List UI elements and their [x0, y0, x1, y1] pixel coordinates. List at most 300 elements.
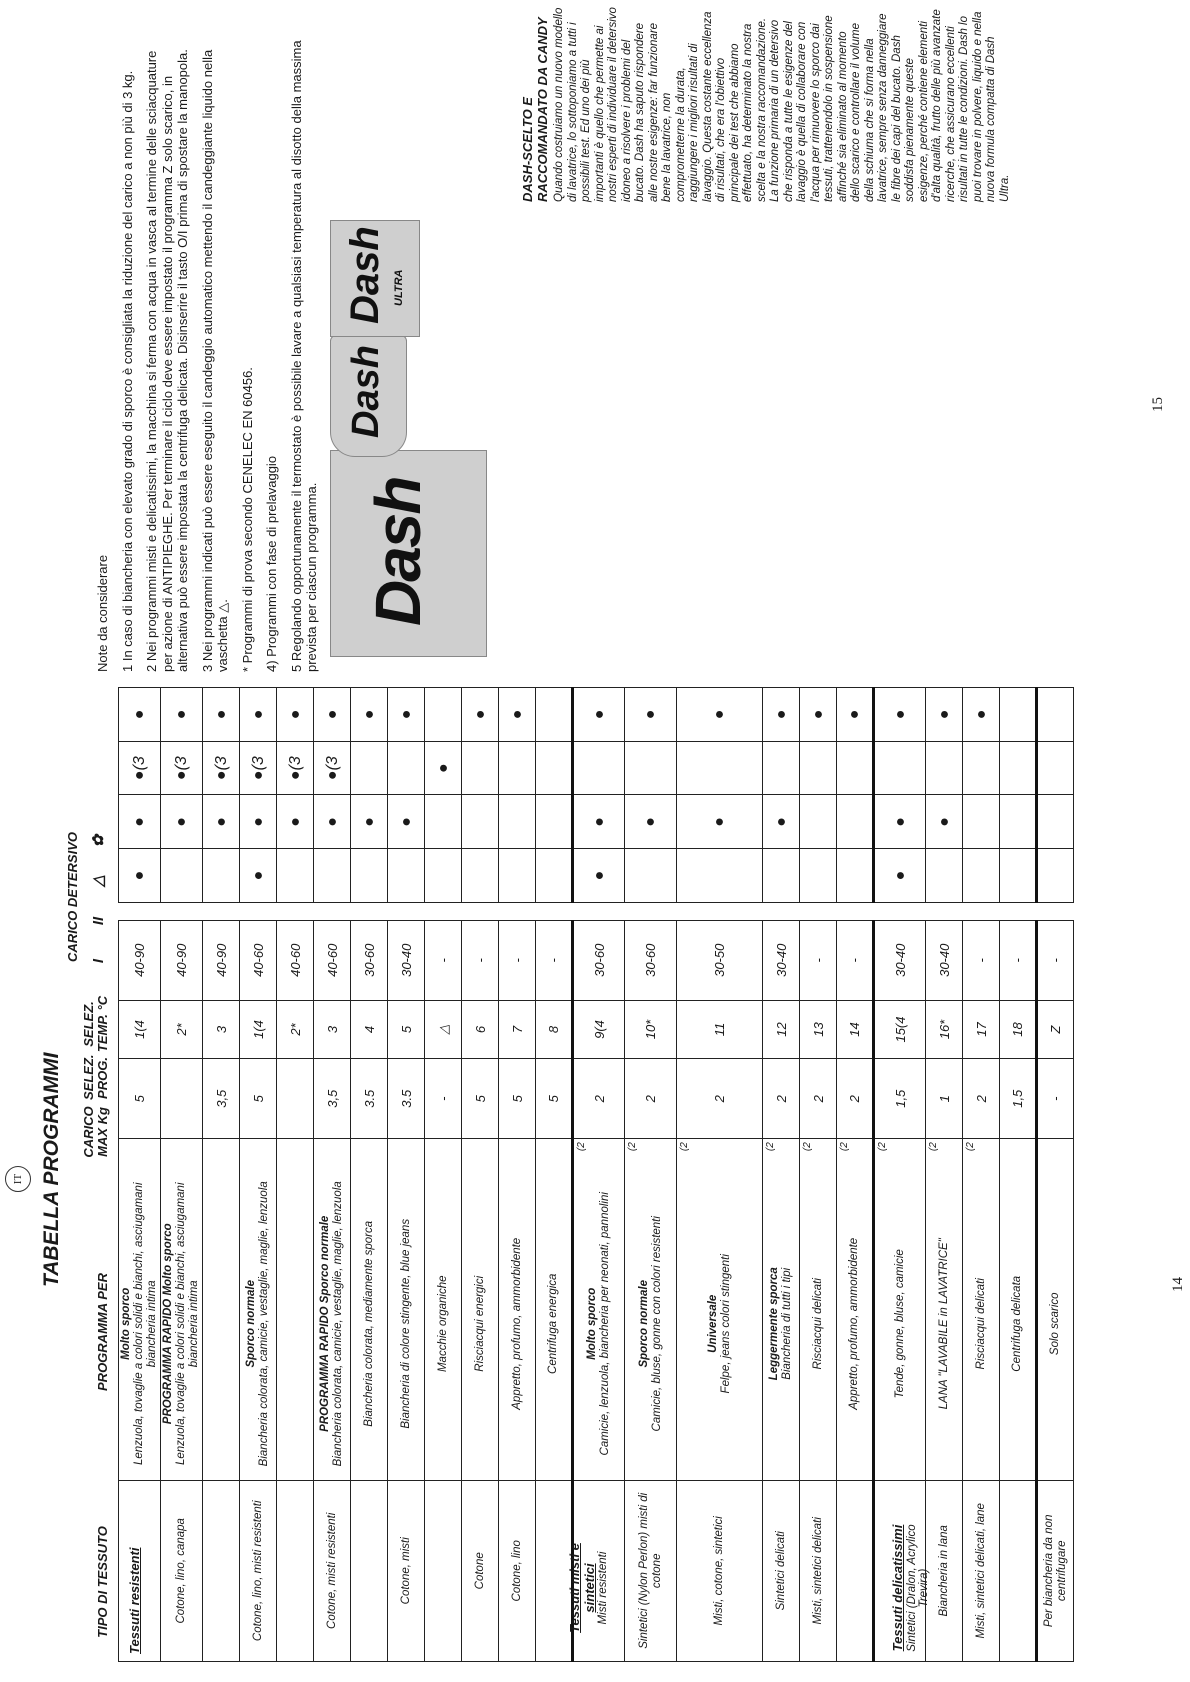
- cell-detergent: [203, 849, 240, 903]
- cell-footnote: [203, 1139, 240, 1168]
- cell-detergent: ●: [625, 795, 677, 849]
- cell-tipo: Cotone, lino, canapa: [161, 1480, 203, 1661]
- cell-detergent: ●: [277, 688, 314, 742]
- cell-detergent: ●: [240, 688, 277, 742]
- cell-detergent: [351, 849, 388, 903]
- cell-prog: 5: [388, 1000, 425, 1058]
- cell-prog: 3: [203, 1000, 240, 1058]
- programme-name: PROGRAMMA RAPIDO Sporco normale: [319, 1215, 331, 1432]
- note-3b: * Programmi di prova secondo CENELEC EN 60456.: [239, 367, 255, 672]
- cell-detergent: ●: [119, 688, 161, 742]
- cell-temp: 40-60: [277, 920, 314, 1000]
- page-number-right: 15: [1150, 397, 1166, 412]
- col-header-prog: SELEZ. PROG.: [81, 1054, 110, 1100]
- cell-carico: 5: [499, 1059, 536, 1139]
- table-row: [277, 688, 314, 1662]
- programme-description: Biancheria colorata, mediamente sporca: [362, 1220, 375, 1427]
- programme-description: Lenzuola, tovaglie a colori solidi e bianchi, asciugamani biancheria intima: [175, 1182, 200, 1466]
- cell-programma: [837, 1168, 874, 1480]
- table-row: [573, 688, 625, 1662]
- cell-carico: 2: [963, 1059, 1000, 1139]
- cell-carico: [161, 1059, 203, 1139]
- table-row: [240, 688, 277, 1662]
- cell-footnote: [240, 1139, 277, 1168]
- table-row: [499, 688, 536, 1662]
- cell-tipo: [425, 1480, 462, 1661]
- cell-footnote: (2: [926, 1139, 963, 1168]
- dash-liquid-bottle-image: [330, 335, 407, 457]
- cell-carico: 2: [677, 1059, 763, 1139]
- cell-prog: 14: [837, 1000, 874, 1058]
- cell-detergent: ●: [351, 688, 388, 742]
- cell-prog: 9(4: [573, 1000, 625, 1058]
- det-col-softener: ✿: [90, 834, 107, 848]
- cell-carico: 2: [837, 1059, 874, 1139]
- cell-detergent: [800, 741, 837, 795]
- programme-name: Sporco normale: [245, 1279, 257, 1368]
- dash-powder-box-image: [330, 450, 487, 657]
- dash-logo: Dash: [362, 477, 434, 626]
- cell-detergent: [573, 741, 625, 795]
- cell-temp: -: [1037, 920, 1074, 1000]
- cell-detergent: [926, 741, 963, 795]
- cell-gap: [1000, 902, 1037, 920]
- cell-programma: [536, 1168, 573, 1480]
- cell-temp: 30-40: [926, 920, 963, 1000]
- cell-detergent: [1037, 795, 1074, 849]
- cell-footnote: [1000, 1139, 1037, 1168]
- cell-detergent: ●(3: [161, 741, 203, 795]
- cell-footnote: (2: [800, 1139, 837, 1168]
- cell-footnote: (2: [677, 1139, 763, 1168]
- programme-description: Felpe, jeans colori stingenti: [719, 1254, 732, 1394]
- cell-footnote: (2: [837, 1139, 874, 1168]
- table-row: [314, 688, 351, 1662]
- cell-temp: -: [800, 920, 837, 1000]
- cell-temp: -: [837, 920, 874, 1000]
- cell-programma: [425, 1168, 462, 1480]
- cell-programma: [388, 1168, 425, 1480]
- page-number-left: 14: [1170, 1277, 1186, 1292]
- note-2: 2 Nei programmi misti e delicatissimi, la macchina si ferma con acqua in vasca al termine delle sciacquature per azione di ANTIPIEGHE. Per terminare il ciclo deve essere impostato il programma Z solo scarico, in alternativa può essere impostata la centrifuga delicata. Disinserire il tasto O/I prima di spostare la manopola.: [144, 49, 190, 672]
- cell-detergent: ●: [573, 849, 625, 903]
- cell-carico: 2: [763, 1059, 800, 1139]
- cell-detergent: [625, 849, 677, 903]
- programme-description: Biancheria di colore stingente, blue jeans: [399, 1218, 412, 1429]
- cell-programma: [240, 1168, 277, 1480]
- cell-footnote: (2: [625, 1139, 677, 1168]
- cell-detergent: ●: [926, 688, 963, 742]
- table-row: [800, 688, 837, 1662]
- cell-temp: 30-40: [763, 920, 800, 1000]
- cell-detergent: [763, 849, 800, 903]
- table-row: [462, 688, 499, 1662]
- programme-description: Camicie, bluse, gonne con colori resistenti: [650, 1216, 663, 1432]
- cell-prog: 1(4: [240, 1000, 277, 1058]
- table-row: [203, 688, 240, 1662]
- col-header-programma: PROGRAMMA PER: [95, 1273, 110, 1391]
- table-row: [351, 688, 388, 1662]
- group-sub-delicatissimi: Sintetici (Dralon, Acrylico Trevira): [906, 1524, 930, 1652]
- cell-prog: 4: [351, 1000, 388, 1058]
- cell-detergent: [837, 795, 874, 849]
- cell-temp: -: [425, 920, 462, 1000]
- cell-detergent: [425, 849, 462, 903]
- cell-tipo: [1000, 1480, 1037, 1661]
- table-row: [1037, 688, 1074, 1662]
- col-header-tipo: TIPO DI TESSUTO: [95, 1526, 110, 1638]
- cell-prog: 2*: [277, 1000, 314, 1058]
- programme-description: Biancheria colorata, camicie, vestaglie, maglie, lenzuola: [332, 1181, 344, 1467]
- cell-prog: 18: [1000, 1000, 1037, 1058]
- table-row: [677, 688, 763, 1662]
- cell-programma: [1000, 1168, 1037, 1480]
- programme-description: Risciacqui delicati: [811, 1278, 824, 1370]
- cell-programma: [462, 1168, 499, 1480]
- notes-section: [95, 32, 329, 672]
- cell-detergent: ●(3: [203, 741, 240, 795]
- cell-detergent: ●: [203, 688, 240, 742]
- dash-section: [520, 7, 1012, 202]
- programme-name: Molto sporco: [120, 1287, 132, 1360]
- table-row: [763, 688, 800, 1662]
- cell-tipo: Cotone, lino: [499, 1480, 536, 1661]
- cell-carico: 5: [119, 1059, 161, 1139]
- dash-body: Quando costruiamo un nuovo modello di lavatrice, lo sottoponiamo a tutti i possibili test. Ed uno dei più importanti è quello che permette ai nostri esperti di individuare il detersivo idoneo a risolvere i problemi del bucato. Dash ha saputo rispondere alle nostre esigenze: far funzionare bene la lavatrice, non comprometterne la durata, raggiungere i migliori risultati di lavaggio. Questa costante eccellenza di risultati, che era l'obiettivo principale dei test che abbiamo effettuato, ha determinato la nostra scelta e la nostra raccomandazione. La funzione primaria di un detersivo che risponda a tutte le esigenze del lavaggio è quella di collaborare con l'acqua per rimuovere lo sporco dai tessuti, trattenendolo in sospensione affinché sia eliminato al momento dello scarico e controllare il volume della schiuma che si forma nella lavatrice, sempre senza danneggiare le fibre dei capi del bucato. Dash soddisfa pienamente queste esigenze, perché contiene elementi d'alta qualità, frutto delle più avanzate ricerche, che assicurano eccellenti risultati in tutte le condizioni. Dash lo puoi trovare in polvere, liquido e nella nuova formula compatta di Dash Ultra.: [553, 7, 1011, 202]
- cell-detergent: ●: [119, 849, 161, 903]
- table-row: [536, 688, 573, 1662]
- cell-gap: [677, 902, 763, 920]
- cell-footnote: (2: [763, 1139, 800, 1168]
- note-4: 4) Programmi con fase di prelavaggio: [264, 455, 279, 672]
- cell-detergent: [536, 741, 573, 795]
- cell-detergent: [800, 795, 837, 849]
- group-label-misti: Tessuti misti e sintetici: [567, 1543, 597, 1633]
- cell-detergent: ●: [161, 795, 203, 849]
- cell-gap: [351, 902, 388, 920]
- cell-temp: 30-60: [625, 920, 677, 1000]
- cell-carico: 5: [462, 1059, 499, 1139]
- cell-tipo: Cotone: [462, 1480, 499, 1661]
- cell-prog: 7: [499, 1000, 536, 1058]
- cell-detergent: ●: [240, 795, 277, 849]
- cell-footnote: [314, 1139, 351, 1168]
- cell-programma: [763, 1168, 800, 1480]
- cell-detergent: [499, 795, 536, 849]
- cell-gap: [536, 902, 573, 920]
- dash-ultra-box-image: [330, 220, 420, 337]
- cell-detergent: [625, 741, 677, 795]
- cell-detergent: [499, 849, 536, 903]
- cell-gap: [203, 902, 240, 920]
- cell-temp: 40-60: [314, 920, 351, 1000]
- cell-footnote: [499, 1139, 536, 1168]
- cell-carico: 1,5: [1000, 1059, 1037, 1139]
- cell-carico: 1: [926, 1059, 963, 1139]
- cell-gap: [425, 902, 462, 920]
- cell-detergent: [677, 741, 763, 795]
- cell-carico: 5: [240, 1059, 277, 1139]
- cell-detergent: ●: [763, 795, 800, 849]
- programme-description: Lenzuola, tovaglie a colori solidi e bianchi, asciugamani biancheria intima: [133, 1182, 158, 1466]
- cell-detergent: ●: [677, 795, 763, 849]
- cell-detergent: ●(3: [240, 741, 277, 795]
- det-col-II: II: [90, 916, 107, 926]
- cell-prog: 3: [314, 1000, 351, 1058]
- cell-programma: [926, 1168, 963, 1480]
- table-row: [161, 688, 203, 1662]
- table-row: [1000, 688, 1037, 1662]
- cell-detergent: ●: [425, 741, 462, 795]
- programme-description: Biancheria di tutti i tipi: [781, 1267, 793, 1380]
- cell-detergent: ●: [314, 795, 351, 849]
- table-row: [425, 688, 462, 1662]
- cell-gap: [240, 902, 277, 920]
- cell-temp: 30-60: [573, 920, 625, 1000]
- cell-detergent: [351, 741, 388, 795]
- cell-detergent: [763, 741, 800, 795]
- table-row: [837, 688, 874, 1662]
- cell-detergent: [425, 795, 462, 849]
- cell-prog: 10*: [625, 1000, 677, 1058]
- cell-carico: -: [425, 1059, 462, 1139]
- cell-detergent: ●: [573, 688, 625, 742]
- cell-temp: 30-40: [874, 920, 926, 1000]
- cell-temp: 40-90: [203, 920, 240, 1000]
- programme-description: Camicie, lenzuola, biancheria per neonati, pannolini: [599, 1192, 611, 1456]
- cell-gap: [277, 902, 314, 920]
- notes-title: Note da considerare: [95, 554, 110, 672]
- programme-description: Appretto, profumo, ammorbidente: [510, 1237, 523, 1410]
- cell-gap: [161, 902, 203, 920]
- dash-logo-liquid: Dash: [345, 345, 387, 438]
- cell-tipo: Misti, sintetici delicati: [800, 1480, 837, 1661]
- cell-detergent: ●: [763, 688, 800, 742]
- group-sub-misti: Misti resistenti: [597, 1551, 609, 1625]
- cell-detergent: ●: [874, 795, 926, 849]
- cell-detergent: [388, 741, 425, 795]
- cell-programma: [119, 1168, 161, 1480]
- cell-temp: -: [1000, 920, 1037, 1000]
- cell-detergent: [1037, 849, 1074, 903]
- cell-temp: 30-50: [677, 920, 763, 1000]
- det-col-I: I: [90, 958, 107, 964]
- cell-detergent: [388, 849, 425, 903]
- cell-prog: 1(4: [119, 1000, 161, 1058]
- cell-prog: 12: [763, 1000, 800, 1058]
- cell-detergent: ●(3: [119, 741, 161, 795]
- programme-name: PROGRAMMA RAPIDO Molto sporco: [162, 1223, 174, 1425]
- cell-detergent: ●: [573, 795, 625, 849]
- cell-tipo: [837, 1480, 874, 1661]
- programme-description: Biancheria colorata, camicie, vestaglie, maglie, lenzuola: [258, 1181, 270, 1467]
- language-badge: IT: [5, 1166, 31, 1192]
- cell-tipo: Cotone, misti resistenti: [314, 1480, 351, 1661]
- programme-description: Risciacqui delicati: [974, 1278, 987, 1370]
- cell-detergent: ●: [926, 795, 963, 849]
- cell-programma: [1037, 1168, 1074, 1480]
- note-5: 5 Regolando opportunamente il termostato è possibile lavare a qualsiasi temperatura al disotto della massima prevista per ciascun programma.: [288, 40, 319, 672]
- cell-gap: [119, 902, 161, 920]
- programme-description: LANA "LAVABILE in LAVATRICE": [937, 1238, 950, 1410]
- cell-detergent: ●: [677, 688, 763, 742]
- cell-footnote: [425, 1139, 462, 1168]
- dash-logo-ultra: Dash: [343, 226, 387, 324]
- cell-detergent: ●(3: [314, 741, 351, 795]
- cell-gap: [573, 902, 625, 920]
- programme-name: Sporco normale: [637, 1279, 650, 1368]
- cell-detergent: ●: [874, 849, 926, 903]
- cell-detergent: [314, 849, 351, 903]
- cell-detergent: [1000, 795, 1037, 849]
- cell-prog: 15(4: [874, 1000, 926, 1058]
- programme-description: Centrifuga delicata: [1011, 1275, 1023, 1372]
- cell-footnote: (2: [573, 1139, 625, 1168]
- cell-carico: 3,5: [314, 1059, 351, 1139]
- cell-detergent: [425, 688, 462, 742]
- cell-detergent: [1037, 741, 1074, 795]
- cell-prog: 11: [677, 1000, 763, 1058]
- cell-carico: 2: [800, 1059, 837, 1139]
- page-title: TABELLA PROGRAMMI: [40, 1052, 63, 1287]
- col-header-carico: CARICO MAX Kg: [81, 1106, 110, 1158]
- table-row: [874, 688, 926, 1662]
- cell-gap: [462, 902, 499, 920]
- cell-tipo: Cotone, misti: [388, 1480, 425, 1661]
- cell-gap: [314, 902, 351, 920]
- cell-gap: [926, 902, 963, 920]
- cell-detergent: ●: [499, 688, 536, 742]
- cell-programma: [677, 1168, 763, 1480]
- cell-detergent: [963, 741, 1000, 795]
- cell-footnote: [536, 1139, 573, 1168]
- cell-temp: -: [963, 920, 1000, 1000]
- col-header-temp: SELEZ. TEMP. °C: [81, 995, 110, 1053]
- table-row: [625, 688, 677, 1662]
- cell-detergent: ●: [625, 688, 677, 742]
- cell-detergent: ●: [800, 688, 837, 742]
- cell-temp: -: [462, 920, 499, 1000]
- cell-detergent: [462, 795, 499, 849]
- cell-detergent: [677, 849, 763, 903]
- cell-detergent: ●: [161, 688, 203, 742]
- cell-detergent: ●: [314, 688, 351, 742]
- cell-tipo: [203, 1480, 240, 1661]
- cell-tipo: Cotone, lino, misti resistenti: [240, 1480, 277, 1661]
- cell-programma: [499, 1168, 536, 1480]
- cell-detergent: [1000, 741, 1037, 795]
- programme-description: Tende, gonne, bluse, camicie: [893, 1249, 906, 1399]
- dash-ultra-label: ULTRA: [393, 269, 405, 306]
- cell-prog: Z: [1037, 1000, 1074, 1058]
- cell-programma: [203, 1168, 240, 1480]
- cell-prog: 16*: [926, 1000, 963, 1058]
- cell-detergent: ●: [351, 795, 388, 849]
- cell-gap: [388, 902, 425, 920]
- cell-detergent: [536, 795, 573, 849]
- cell-footnote: [277, 1139, 314, 1168]
- cell-detergent: [499, 741, 536, 795]
- programme-table: [118, 687, 1074, 1662]
- cell-gap: [837, 902, 874, 920]
- cell-detergent: ●: [203, 795, 240, 849]
- cell-programma: [874, 1168, 926, 1480]
- cell-tipo: Misti, sintetici delicati, lane: [963, 1480, 1000, 1661]
- cell-detergent: [874, 741, 926, 795]
- cell-temp: 30-40: [388, 920, 425, 1000]
- cell-tipo: Sintetici (Nylon Perlon) misti di cotone: [625, 1480, 677, 1661]
- cell-footnote: [462, 1139, 499, 1168]
- cell-programma: [573, 1168, 625, 1480]
- cell-tipo: Biancheria in lana: [926, 1480, 963, 1661]
- cell-gap: [1037, 902, 1074, 920]
- cell-detergent: [277, 849, 314, 903]
- cell-detergent: [837, 849, 874, 903]
- cell-programma: [351, 1168, 388, 1480]
- col-header-detersivo: CARICO DETERSIVO: [65, 832, 80, 963]
- programme-description: Centrifuga energica: [547, 1273, 559, 1374]
- cell-carico: -: [1037, 1059, 1074, 1139]
- cell-detergent: ●: [388, 688, 425, 742]
- cell-temp: 40-90: [161, 920, 203, 1000]
- cell-tipo: [351, 1480, 388, 1661]
- cell-carico: [277, 1059, 314, 1139]
- cell-detergent: ●: [240, 849, 277, 903]
- cell-prog: 8: [536, 1000, 573, 1058]
- cell-prog: △: [425, 1000, 462, 1058]
- cell-tipo: Misti, cotone, sintetici: [677, 1480, 763, 1661]
- cell-footnote: [388, 1139, 425, 1168]
- cell-carico: 2: [573, 1059, 625, 1139]
- cell-programma: [314, 1168, 351, 1480]
- cell-prog: 13: [800, 1000, 837, 1058]
- cell-detergent: ●(3: [277, 741, 314, 795]
- programme-description: Risciacqui energici: [473, 1275, 486, 1372]
- note-1: 1 In caso di biancheria con elevato grado di sporco è consigliata la riduzione del carico a non più di 3 kg.: [119, 70, 135, 672]
- cell-footnote: [119, 1139, 161, 1168]
- cell-temp: 40-60: [240, 920, 277, 1000]
- programme-name: Universale: [706, 1294, 719, 1353]
- cell-detergent: [1000, 688, 1037, 742]
- det-col-bleach: △: [90, 875, 107, 887]
- cell-prog: 17: [963, 1000, 1000, 1058]
- cell-detergent: [837, 741, 874, 795]
- table-row: [388, 688, 425, 1662]
- cell-detergent: [161, 849, 203, 903]
- cell-gap: [625, 902, 677, 920]
- cell-gap: [963, 902, 1000, 920]
- cell-detergent: [1037, 688, 1074, 742]
- cell-detergent: ●: [119, 795, 161, 849]
- cell-temp: 30-60: [351, 920, 388, 1000]
- cell-gap: [763, 902, 800, 920]
- cell-gap: [874, 902, 926, 920]
- cell-prog: 2*: [161, 1000, 203, 1058]
- cell-tipo: [277, 1480, 314, 1661]
- cell-detergent: ●: [462, 688, 499, 742]
- cell-carico: 2: [625, 1059, 677, 1139]
- note-3: 3 Nei programmi indicati può essere eseguito il candeggio automatico mettendo il candeggiante liquido nella vaschetta △.: [199, 49, 230, 672]
- cell-detergent: ●: [874, 688, 926, 742]
- cell-programma: [963, 1168, 1000, 1480]
- cell-programma: [625, 1168, 677, 1480]
- cell-temp: 40-90: [119, 920, 161, 1000]
- cell-detergent: [536, 849, 573, 903]
- cell-detergent: [536, 688, 573, 742]
- cell-detergent: [1000, 849, 1037, 903]
- cell-programma: [800, 1168, 837, 1480]
- programme-name: Molto sporco: [586, 1287, 598, 1360]
